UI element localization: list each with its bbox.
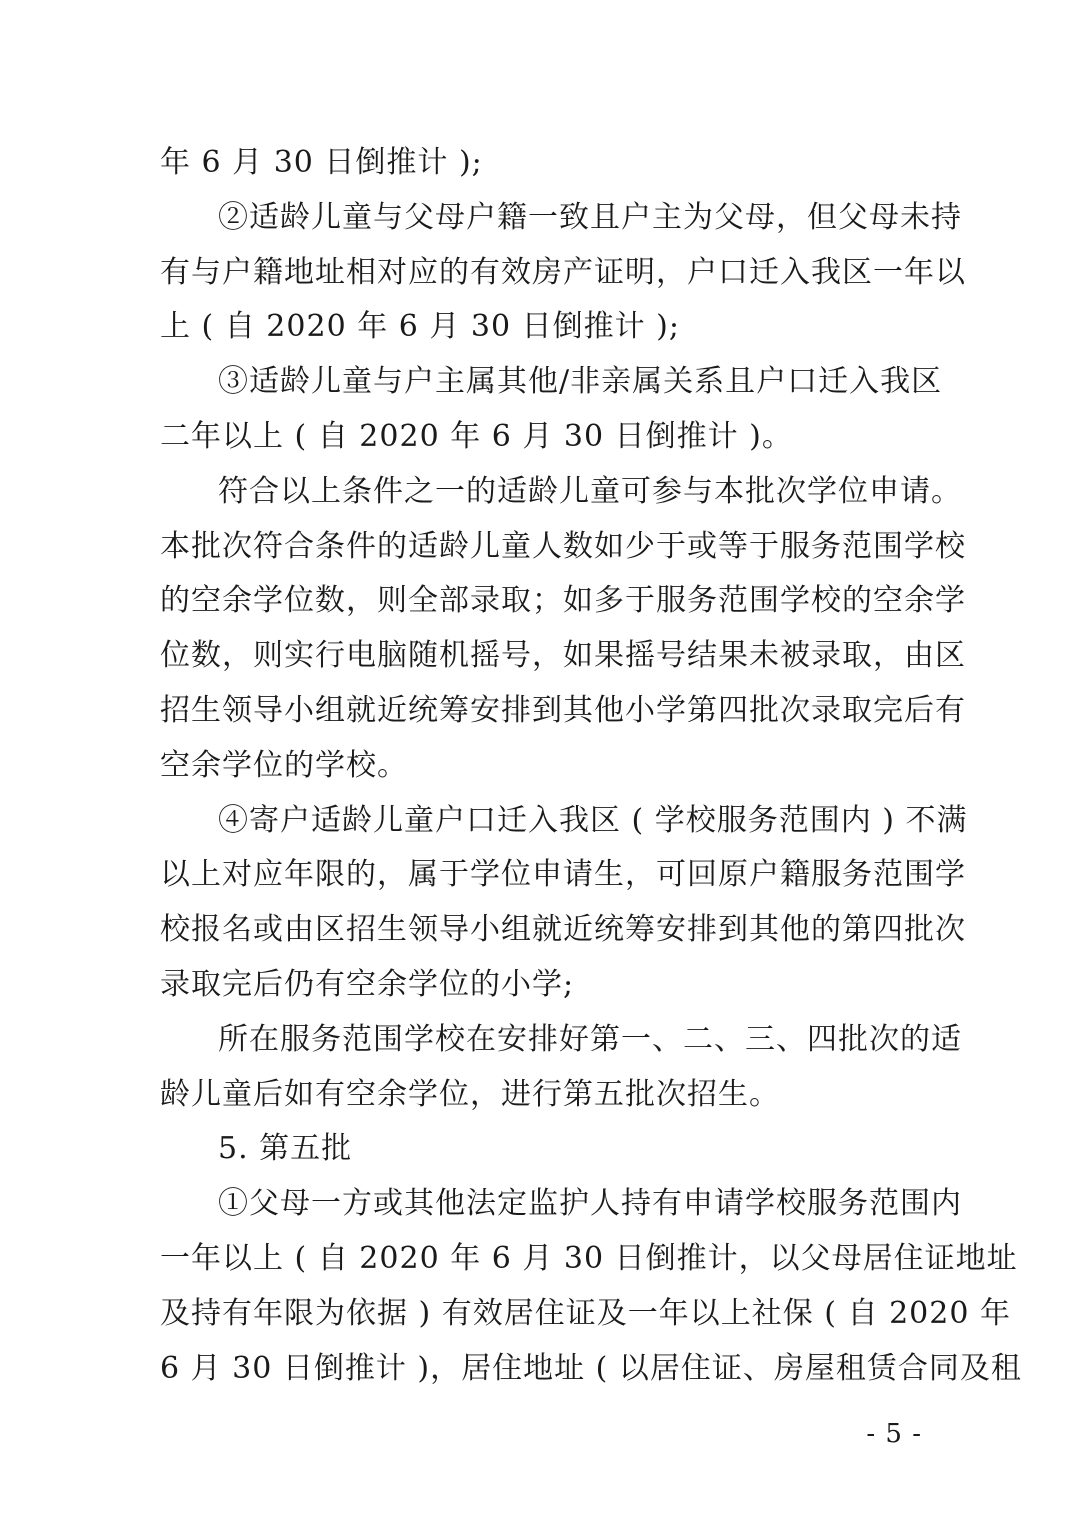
text-line: 上 ( 自 2020 年 6 月 30 日倒推计 ); (160, 309, 680, 344)
text-line: ①父母一方或其他法定监护人持有申请学校服务范围内 (218, 1186, 962, 1221)
text-line: 有与户籍地址相对应的有效房产证明，户口迁入我区一年以 (160, 255, 966, 290)
text-line: 以上对应年限的，属于学位申请生，可回原户籍服务范围学 (160, 857, 966, 892)
text-line: 年 6 月 30 日倒推计 ); (160, 145, 483, 180)
text-line: 及持有年限为依据 ) 有效居住证及一年以上社保 ( 自 2020 年 (160, 1296, 1011, 1331)
text-line: ②适龄儿童与父母户籍一致且户主为父母，但父母未持 (218, 200, 962, 235)
text-line: 的空余学位数，则全部录取；如多于服务范围学校的空余学 (160, 583, 966, 618)
text-line: 6 月 30 日倒推计 )，居住地址 ( 以居住证、房屋租赁合同及租 (160, 1351, 1022, 1386)
text-line: ③适龄儿童与户主属其他/非亲属关系且户口迁入我区 (218, 364, 943, 399)
section-heading: 5. 第五批 (218, 1131, 353, 1166)
text-line: 录取完后仍有空余学位的小学; (160, 967, 575, 1002)
text-line: 符合以上条件之一的适龄儿童可参与本批次学位申请。 (218, 474, 962, 509)
page-number: - 5 - (866, 1419, 922, 1449)
text-line: 本批次符合条件的适龄儿童人数如少于或等于服务范围学校 (160, 529, 966, 564)
text-line: 所在服务范围学校在安排好第一、二、三、四批次的适 (218, 1022, 962, 1057)
text-line: 位数，则实行电脑随机摇号，如果摇号结果未被录取，由区 (160, 638, 966, 673)
text-line: 空余学位的学校。 (160, 748, 408, 783)
text-line: 龄儿童后如有空余学位，进行第五批次招生。 (160, 1077, 780, 1112)
text-line: 招生领导小组就近统筹安排到其他小学第四批次录取完后有 (160, 693, 966, 728)
text-line: 校报名或由区招生领导小组就近统筹安排到其他的第四批次 (160, 912, 966, 947)
text-line: 一年以上 ( 自 2020 年 6 月 30 日倒推计，以父母居住证地址 (160, 1241, 1018, 1276)
text-line: ④寄户适龄儿童户口迁入我区 ( 学校服务范围内 ) 不满 (218, 803, 968, 838)
text-line: 二年以上 ( 自 2020 年 6 月 30 日倒推计 )。 (160, 419, 793, 454)
